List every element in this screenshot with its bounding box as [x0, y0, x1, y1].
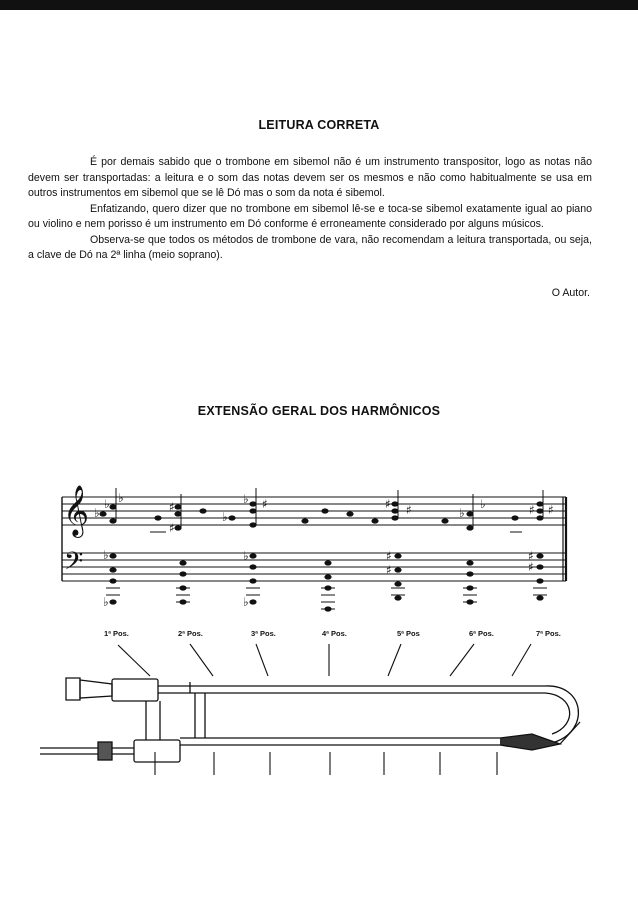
svg-text:♭: ♭ — [480, 497, 486, 511]
bass-clef-icon: 𝄢 — [64, 547, 84, 582]
position-label-4: 4ª Pos. — [322, 629, 347, 638]
svg-text:♯: ♯ — [169, 521, 175, 535]
position-label-2: 2ª Pos. — [178, 629, 203, 638]
paragraph-2: Enfatizando, quero dizer que no trombone em sibemol lê-se e toca-se sibemol exatamente igual ao piano ou violino e nem porisso é um instrumento em Dó conforme é erroneamente considerado por alguns músicos. — [28, 202, 592, 230]
treble-notes — [94, 491, 554, 535]
position-label-1: 1ª Pos. — [104, 629, 129, 638]
paragraph-3: Observa-se que todos os métodos de trombone de vara, não recomendam a leitura transportada, ou seja, a clave de Dó na 2ª linha (meio soprano). — [28, 233, 592, 261]
trombone-slide-illustration — [40, 678, 580, 762]
ledger-lines — [106, 588, 547, 609]
svg-text:♯: ♯ — [406, 503, 412, 517]
svg-text:♯: ♯ — [528, 549, 534, 563]
paragraph-1: É por demais sabido que o trombone em sibemol não é um instrumento transpositor, logo as notas não devem ser transportadas: a leitura e o som das notas devem ser os mesmos e não como habitualmente se usa em outros instrumentos em sibemol que se lê Dó mas o som da nota é sibemol. — [28, 156, 592, 199]
position-labels — [104, 629, 561, 638]
svg-text:♯: ♯ — [529, 503, 535, 517]
svg-text:♯: ♯ — [528, 560, 534, 574]
author-signature: O Autor. — [551, 287, 590, 299]
svg-text:♭: ♭ — [94, 506, 100, 520]
position-label-5: 5ª Pos — [397, 629, 420, 638]
position-label-7: 7ª Pos. — [536, 629, 561, 638]
svg-text:♯: ♯ — [169, 500, 175, 514]
svg-text:♭: ♭ — [243, 549, 249, 563]
svg-text:♭: ♭ — [118, 491, 124, 505]
svg-text:♯: ♯ — [385, 497, 391, 511]
treble-clef-icon: 𝄞 — [63, 485, 90, 536]
position-label-3: 3ª Pos. — [251, 629, 276, 638]
svg-text:♯: ♯ — [548, 503, 554, 517]
svg-text:♯: ♯ — [386, 563, 392, 577]
bass-staff — [62, 553, 566, 581]
svg-text:♭: ♭ — [222, 510, 228, 524]
position-pointers — [118, 644, 531, 676]
svg-text:♭: ♭ — [104, 497, 110, 511]
slide-position-ticks — [155, 752, 497, 775]
barlines — [62, 497, 566, 581]
position-label-6: 6ª Pos. — [469, 629, 494, 638]
svg-text:♯: ♯ — [386, 549, 392, 563]
svg-text:♭: ♭ — [459, 506, 465, 520]
svg-text:♯: ♯ — [262, 497, 268, 511]
treble-staff — [62, 497, 566, 525]
title-extensao-harmonicos: EXTENSÃO GERAL DOS HARMÔNICOS — [197, 404, 441, 418]
svg-text:♭: ♭ — [103, 595, 109, 609]
svg-text:♭: ♭ — [243, 595, 249, 609]
svg-text:♭: ♭ — [103, 548, 109, 562]
svg-text:♭: ♭ — [243, 492, 249, 506]
title-leitura-correta: LEITURA CORRETA — [258, 118, 380, 132]
